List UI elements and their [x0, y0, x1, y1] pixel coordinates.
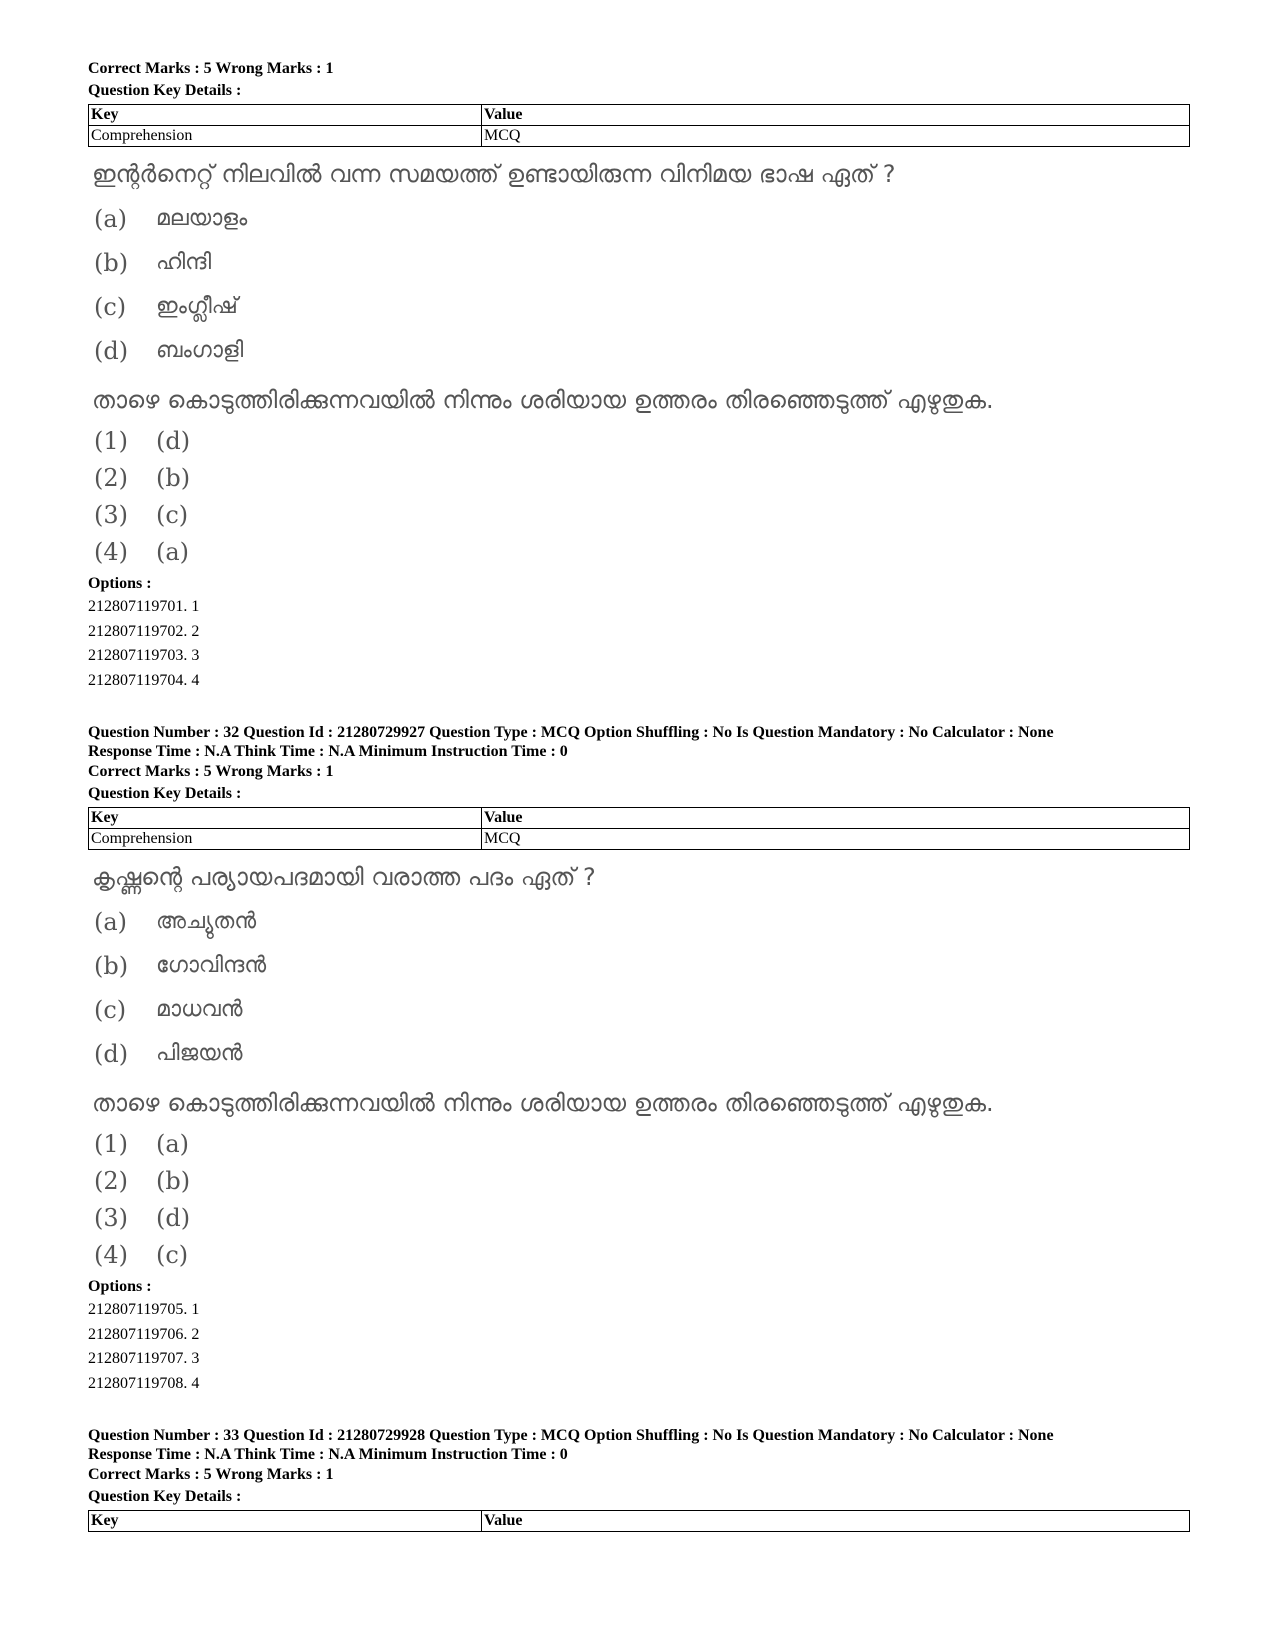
answer-instruction: താഴെ കൊടുത്തിരിക്കുന്നവയിൽ നിന്നും ശരിയായ ഉത്തരം തിരഞ്ഞെടുത്ത് എഴുതുക.: [92, 1089, 994, 1117]
table-header-row: [89, 1511, 1190, 1532]
choice-text: ഗോവിന്ദൻ: [156, 953, 267, 978]
option-item: 212807119707. 3: [88, 1350, 200, 1367]
answer-code-3: [92, 1200, 1190, 1237]
code-number: (2): [94, 1167, 128, 1195]
table-header-value: Value: [482, 105, 1190, 126]
choice-label: (b): [94, 249, 129, 277]
question-header-line: Response Time : N.A Think Time : N.A Minimum Instruction Time : 0: [88, 1446, 568, 1463]
choice-a: [92, 197, 1190, 241]
answer-code-2: [92, 460, 1190, 497]
choice-c: [92, 988, 1190, 1032]
table-cell-value: MCQ: [482, 126, 1190, 147]
question-32: [88, 723, 1190, 1396]
question-31: [88, 58, 1190, 693]
choice-d: [92, 329, 1190, 373]
option-item: 212807119703. 3: [88, 647, 200, 664]
table-header-value: Value: [482, 1511, 1190, 1532]
choice-b: [92, 944, 1190, 988]
choice-c: [92, 285, 1190, 329]
choice-a: [92, 900, 1190, 944]
scanned-question-image: [92, 157, 1190, 571]
question-header-line: Question Number : 32 Question Id : 21280729927 Question Type : MCQ Option Shuffling : No Is Question Mandatory : No Calculator : None: [88, 724, 1054, 741]
table-row: [89, 126, 1190, 147]
answer-code-2: [92, 1163, 1190, 1200]
choice-d: [92, 1032, 1190, 1076]
section-spacer: [88, 693, 1190, 723]
options-block: [88, 573, 1190, 693]
marks-line: Correct Marks : 5 Wrong Marks : 1: [88, 763, 334, 780]
answer-code-4: [92, 534, 1190, 571]
table-header-row: [89, 105, 1190, 126]
option-item: 212807119702. 2: [88, 622, 200, 640]
code-value: (b): [156, 1167, 191, 1195]
code-value: (b): [156, 464, 191, 492]
choice-text: പിജയൻ: [156, 1041, 243, 1066]
options-block: [88, 1276, 1190, 1396]
choice-b: [92, 241, 1190, 285]
answer-code-1: [92, 423, 1190, 460]
code-value: (c): [156, 1241, 189, 1269]
marks-line: Correct Marks : 5 Wrong Marks : 1: [88, 60, 334, 77]
question-header-line: Response Time : N.A Think Time : N.A Minimum Instruction Time : 0: [88, 743, 568, 760]
question-stem: കൃഷ്ണന്റെ പര്യായപദമായി വരാത്ത പദം ഏത് ?: [92, 863, 596, 891]
option-item: 212807119704. 4: [88, 671, 200, 689]
code-number: (3): [94, 1204, 128, 1232]
option-item: 212807119701. 1: [88, 598, 200, 615]
choice-text: മാധവൻ: [156, 997, 243, 1022]
question-paper-page: [88, 58, 1190, 1532]
key-details-label: Question Key Details :: [88, 1488, 242, 1505]
table-header-key: Key: [89, 1511, 482, 1532]
table-header-row: [89, 808, 1190, 829]
option-item: 212807119708. 4: [88, 1374, 200, 1392]
table-cell-key: Comprehension: [89, 126, 482, 147]
code-number: (4): [94, 1241, 128, 1269]
choice-text: ഹിന്ദി: [156, 250, 212, 275]
table-header-key: Key: [89, 105, 482, 126]
choice-label: (c): [94, 996, 127, 1024]
table-cell-value: MCQ: [482, 829, 1190, 850]
question-stem: ഇന്റർനെറ്റ് നിലവിൽ വന്ന സമയത്ത് ഉണ്ടായിരുന്ന വിനിമയ ഭാഷ ഏത് ?: [92, 160, 896, 188]
choice-label: (a): [94, 205, 128, 233]
choice-text: ബംഗാളി: [156, 338, 244, 363]
table-header-key: Key: [89, 808, 482, 829]
code-number: (3): [94, 501, 128, 529]
choice-label: (c): [94, 293, 127, 321]
code-number: (1): [94, 427, 128, 455]
key-details-table: [88, 1510, 1190, 1532]
option-item: 212807119705. 1: [88, 1301, 200, 1318]
marks-line: Correct Marks : 5 Wrong Marks : 1: [88, 1466, 334, 1483]
answer-code-3: [92, 497, 1190, 534]
key-details-table: [88, 104, 1190, 147]
choice-text: ഇംഗ്ലീഷ്: [156, 294, 238, 319]
code-number: (4): [94, 538, 128, 566]
answer-instruction: താഴെ കൊടുത്തിരിക്കുന്നവയിൽ നിന്നും ശരിയായ ഉത്തരം തിരഞ്ഞെടുത്ത് എഴുതുക.: [92, 386, 994, 414]
choice-text: അച്യുതൻ: [156, 909, 257, 934]
scanned-question-image: [92, 860, 1190, 1274]
code-value: (d): [156, 427, 191, 455]
choice-label: (d): [94, 337, 129, 365]
table-header-value: Value: [482, 808, 1190, 829]
option-item: 212807119706. 2: [88, 1325, 200, 1343]
key-details-label: Question Key Details :: [88, 82, 242, 99]
answer-code-1: [92, 1126, 1190, 1163]
answer-code-4: [92, 1237, 1190, 1274]
choice-label: (d): [94, 1040, 129, 1068]
question-33: [88, 1426, 1190, 1532]
section-spacer: [88, 1396, 1190, 1426]
code-value: (d): [156, 1204, 191, 1232]
options-label: Options :: [88, 1278, 152, 1295]
key-details-table: [88, 807, 1190, 850]
choice-label: (a): [94, 908, 128, 936]
question-header-line: Question Number : 33 Question Id : 21280729928 Question Type : MCQ Option Shuffling : No Is Question Mandatory : No Calculator : None: [88, 1427, 1054, 1444]
options-label: Options :: [88, 575, 152, 592]
code-number: (2): [94, 464, 128, 492]
choice-text: മലയാളം: [156, 206, 248, 231]
key-details-label: Question Key Details :: [88, 785, 242, 802]
code-value: (a): [156, 1130, 190, 1158]
table-row: [89, 829, 1190, 850]
code-number: (1): [94, 1130, 128, 1158]
choice-label: (b): [94, 952, 129, 980]
table-cell-key: Comprehension: [89, 829, 482, 850]
code-value: (c): [156, 501, 189, 529]
code-value: (a): [156, 538, 190, 566]
